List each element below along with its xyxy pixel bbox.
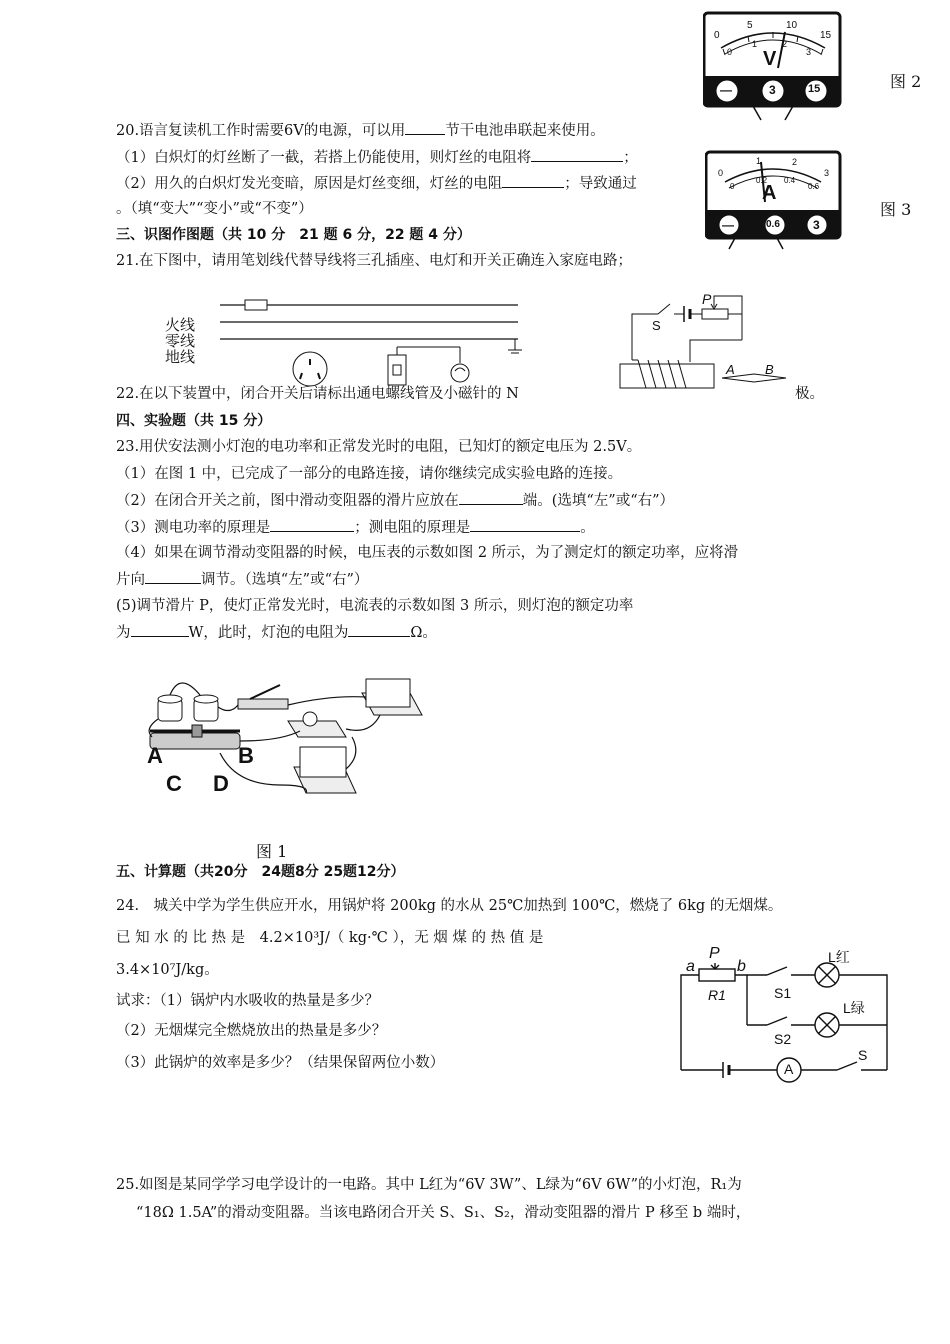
experiment-apparatus-figure	[140, 675, 440, 825]
q23-sub3-blank1[interactable]	[270, 517, 354, 532]
voltmeter-scale-bottom-1: 1	[752, 39, 758, 49]
figure-1-caption: 图 1	[256, 842, 288, 861]
ammeter-terminal-1: 0.6	[766, 219, 780, 230]
q23-sub5: (5)调节滑片 P，使灯正常发光时，电流表的示数如图 3 所示，则灯泡的额定功率	[116, 598, 634, 614]
label-live-wire: 火线	[165, 316, 196, 334]
q23-sub5-text: 为	[116, 625, 131, 641]
voltmeter-terminal-2: 15	[808, 83, 821, 95]
q20-text: 20.语言复读机工作时需要6V的电源，可以用	[116, 123, 406, 139]
figure-2-caption: 图 2	[890, 72, 922, 91]
q25-label-s2: S2	[774, 1031, 792, 1047]
section-3-heading: 三、识图作图题（共 10 分 21 题 6 分，22 题 4 分）	[116, 227, 471, 243]
q20-sub1	[116, 147, 638, 168]
label-neutral-wire: 零线	[165, 332, 196, 350]
q20-sub2-cont: 。（填“变大”“变小”或“不变”）	[116, 201, 313, 217]
ammeter-scale-top-3: 3	[824, 168, 830, 178]
q24-q2: （2）无烟煤完全燃烧放出的热量是多少？	[116, 1023, 387, 1039]
q21-text: 21.在下图中，请用笔划线代替导线将三孔插座、电灯和开关正确连入家庭电路；	[116, 253, 633, 269]
q23-sub3-end: 。	[580, 520, 595, 536]
q23-sub2-end: 端。(选填“左”或“右”）	[522, 493, 675, 509]
q22-end: 极。	[795, 386, 824, 402]
q23-sub5-cont	[116, 622, 437, 643]
q23-sub5-end: Ω。	[410, 625, 437, 641]
ammeter-terminal-0: —	[722, 218, 734, 232]
ammeter-scale-bottom-2: 0.4	[784, 176, 796, 185]
q23-sub2-blank[interactable]	[459, 490, 523, 505]
voltmeter-scale-bottom-3: 3	[806, 47, 812, 57]
q23-sub2	[116, 490, 674, 511]
q23-sub4-cont	[116, 569, 368, 590]
ammeter-scale-top-1: 1	[756, 156, 762, 166]
fig1-label-a: A	[147, 743, 163, 768]
q25-label-s: S	[858, 1047, 868, 1063]
q25-label-r1: R1	[708, 987, 726, 1003]
em-label-s: S	[652, 318, 661, 333]
q25-line1: 25.如图是某同学学习电学设计的一电路。其中 L红为“6V 3W”、L绿为“6V 6W”的小灯泡，R₁为	[116, 1177, 742, 1193]
q23-sub4-blank[interactable]	[145, 569, 201, 584]
section-5-heading: 五、计算题（共20分 24题8分 25题12分）	[116, 864, 405, 880]
q20-text-end: 节干电池串联起来使用。	[445, 123, 605, 139]
ammeter-scale-top-2: 2	[792, 157, 798, 167]
figure-3-caption: 图 3	[880, 200, 912, 219]
q20-blank[interactable]	[405, 120, 445, 135]
voltmeter-terminal-1: 3	[769, 83, 776, 97]
voltmeter-scale-top-3: 15	[820, 30, 832, 41]
ammeter-terminal-2: 3	[813, 218, 820, 232]
q20-sub1-text: （1）白炽灯的灯丝断了一截，若搭上仍能使用，则灯丝的电阻将	[116, 150, 532, 166]
fig1-label-c: C	[166, 771, 182, 796]
em-label-a: A	[726, 362, 735, 377]
q23-sub3-text: （3）测电功率的原理是	[116, 520, 271, 536]
q25-label-b: b	[737, 958, 746, 975]
q23-sub4-end: 调节。（选填“左”或“右”）	[201, 572, 369, 588]
q25-label-ammeter: A	[784, 1061, 794, 1077]
q25-line2: “18Ω 1.5A”的滑动变阻器。当该电路闭合开关 S、S₁、S₂，滑动变阻器的滑片 P 移至 b 端时，	[136, 1205, 751, 1221]
q23-sub4-text: 片向	[116, 572, 145, 588]
q25-label-p: P	[709, 945, 720, 962]
fig1-label-d: D	[213, 771, 229, 796]
ammeter-scale-top-0: 0	[718, 168, 724, 178]
voltmeter-scale-bottom-2: 2	[782, 39, 788, 49]
q23-sub4: （4）如果在调节滑动变阻器的时候，电压表的示数如图 2 所示，为了测定灯的额定功率，应将滑	[116, 545, 739, 561]
voltmeter-scale-top-2: 10	[786, 20, 798, 31]
q23-sub3-blank2[interactable]	[470, 517, 580, 532]
ammeter-scale-bottom-3: 0.6	[808, 182, 820, 191]
ammeter-letter: A	[762, 182, 777, 204]
q23-sub5-blank1[interactable]	[131, 622, 189, 637]
q20-sub2	[116, 173, 704, 194]
q23-sub1: （1）在图 1 中，已完成了一部分的电路连接，请你继续完成实验电路的连接。	[116, 466, 623, 482]
house-wiring-figure	[160, 295, 535, 395]
label-ground-wire: 地线	[165, 348, 196, 366]
q20-sub1-blank[interactable]	[531, 147, 623, 162]
voltmeter-terminal-0: —	[720, 83, 732, 97]
voltmeter-scale-top-1: 5	[747, 20, 753, 31]
q20-line1	[116, 120, 605, 141]
q25-label-l-red: L红	[828, 949, 850, 965]
voltmeter-letter: V	[763, 48, 777, 70]
q23-sub5-mid: W，此时，灯泡的电阻为	[188, 625, 349, 641]
voltmeter-scale-bottom-0: 0	[727, 47, 733, 57]
q24-ask: 试求：（1）锅炉内水吸收的热量是多少？	[116, 993, 379, 1009]
q25-label-s1: S1	[774, 985, 792, 1001]
q24-line3: 3.4×10⁷J/kg。	[116, 962, 219, 978]
em-label-p: P	[702, 291, 712, 307]
ammeter-scale-bottom-0: 0	[730, 182, 735, 191]
section-4-heading: 四、实验题（共 15 分）	[116, 413, 272, 429]
q20-sub2-blank[interactable]	[502, 173, 564, 188]
q24-q3: （3）此锅炉的效率是多少？（结果保留两位小数）	[116, 1055, 445, 1071]
q23-stem: 23.用伏安法测小灯泡的电功率和正常发光时的电阻，已知灯的额定电压为 2.5V。	[116, 439, 642, 455]
q25-label-l-green: L绿	[843, 1000, 865, 1016]
q25-label-a: a	[686, 958, 695, 975]
voltmeter-scale-top-0: 0	[714, 30, 720, 41]
q22-text: 22.在以下装置中，闭合开关后请标出通电螺线管及小磁针的 N	[116, 386, 519, 402]
em-label-b: B	[765, 362, 774, 377]
q24-line2: 已 知 水 的 比 热 是 4.2×10³J/（ kg·℃ ），无 烟 煤 的 热 值 是	[116, 930, 544, 946]
ammeter-scale-bottom-1: 0.2	[756, 176, 768, 185]
q20-sub1-end: ；	[623, 150, 638, 166]
q23-sub3-mid: ；测电阻的原理是	[354, 520, 471, 536]
q23-sub5-blank2[interactable]	[348, 622, 410, 637]
q24-line1: 24. 城关中学为学生供应开水，用锅炉将 200kg 的水从 25℃加热到 100℃，燃烧了 6kg 的无烟煤。	[116, 898, 783, 914]
q23-sub2-text: （2）在闭合开关之前，图中滑动变阻器的滑片应放在	[116, 493, 459, 509]
q20-sub2-text: （2）用久的白炽灯发光变暗，原因是灯丝变细，灯丝的电阻	[116, 176, 503, 192]
q23-sub3	[116, 517, 595, 538]
q20-sub2-end: ；导致通过	[564, 176, 637, 192]
fig1-label-b: B	[238, 743, 254, 768]
